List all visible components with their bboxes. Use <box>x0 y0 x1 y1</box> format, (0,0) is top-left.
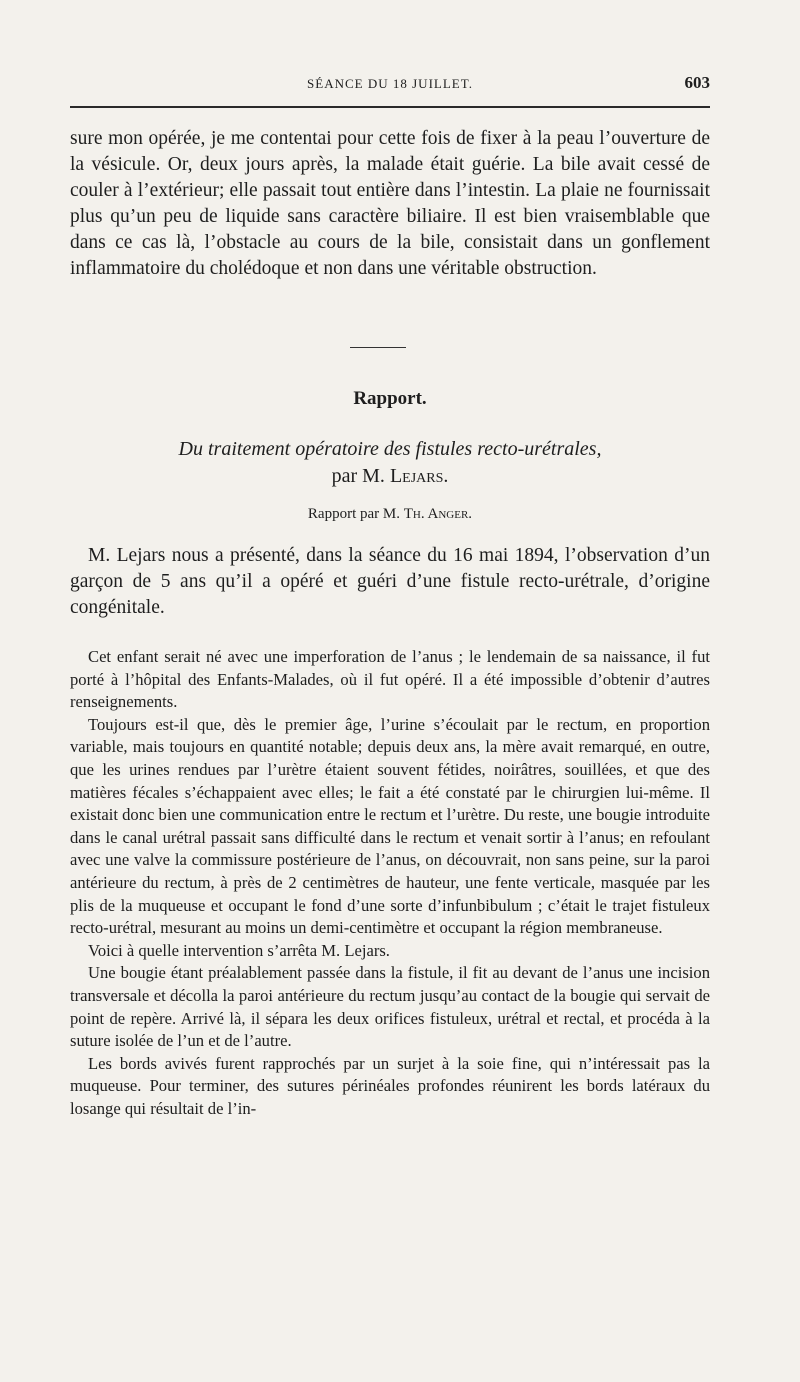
report-title-by: par M. <box>331 465 385 487</box>
paragraph-text: M. Lejars nous a présenté, dans la séance du 16 mai 1894, l’observation d’un garçon de 5 ans qu’il a opéré et guéri d’une fistule recto-urétrale, d’origine congénitale. <box>70 545 710 618</box>
report-byline <box>70 506 710 523</box>
observation-paragraph: Une bougie étant préalablement passée dans la fistule, il fit au devant de l’anus une incision transversale et décolla la paroi antérieure du rectum jusqu’au contact de la bougie qui servait de point de repère. Arrivé là, il sépara les deux orifices fistuleux, urétral et rectal, et procéda à la suture isolée de l’un et de l’autre. <box>70 963 710 1051</box>
page-number: 603 <box>684 73 710 92</box>
observation-paragraph: Les bords avivés furent rapprochés par un surjet à la soie fine, qui n’intéressait pas la muqueuse. Pour terminer, des sutures périnéales profondes réunirent les bords latéraux du losange qui résultait de l’in- <box>70 1053 710 1118</box>
report-by-author: Th. Anger. <box>403 506 473 522</box>
section-divider <box>350 347 406 348</box>
report-by-label: Rapport par M. <box>307 506 400 522</box>
observation-text <box>70 646 710 1120</box>
report-title-italic: Du traitement opératoire des fistules recto-urétrales, <box>178 438 602 460</box>
report-title <box>70 436 710 490</box>
report-title-author: Lejars. <box>389 465 449 487</box>
report-title-author-line <box>70 463 710 490</box>
observation-paragraph: Voici à quelle intervention s’arrêta M. Lejars. <box>88 940 390 960</box>
observation-paragraph: Toujours est-il que, dès le premier âge, l’urine s’écoulait par le rectum, en proportion variable, mais toujours en quantité notable; depuis deux ans, la mère avait remarqué, en outre, que les urines rendues par l’urètre étaient souvent fétides, noirâtres, souillées, et que des matières fécales s’échappaient avec elles; le fait a été constaté par le chirurgien lui-même. Il existait donc bien une communication entre le rectum et l’urètre. Du reste, une bougie introduite dans le canal urétral passait sans difficulté dans le rectum et venait sortir à l’anus; en refoulant avec une valve la commissure postérieure de l’anus, on découvrait, non sans peine, sur la paroi antérieure du rectum, à près de 2 centimètres de hauteur, une fente verticale, masquée par les plis de la muqueuse et occupant le fond d’une sorte d’infunbibulum ; c’était le trajet fistuleux recto-urétral, mesurant au moins un demi-centimètre et occupant la région membraneuse. <box>70 714 710 938</box>
section-heading: Rapport. <box>353 388 427 409</box>
running-title: SÉANCE DU 18 JUILLET. <box>307 76 473 91</box>
header-rule <box>70 106 710 108</box>
page-header <box>70 73 710 98</box>
paragraph-text: sure mon opérée, je me contentai pour cette fois de fixer à la peau l’ouverture de la vésicule. Or, deux jours après, la malade était guérie. La bile avait cessé de couler à l’extérieur; elle passait tout entière dans l’intestin. La plaie ne fournissait plus qu’un peu de liquide sans caractère biliaire. Il est bien vraisemblable que dans ce cas là, l’obstacle au cours de la bile, consistait dans un gonflement inflammatoire du cholédoque et non dans une véritable obstruction. <box>70 128 710 279</box>
observation-paragraph: Cet enfant serait né avec une imperforation de l’anus ; le lendemain de sa naissance, il fut porté à l’hôpital des Enfants-Malades, où il fut opéré. Il a été impossible d’obtenir d’autres renseignements. <box>70 647 710 712</box>
continued-paragraph <box>70 126 710 282</box>
intro-paragraph <box>70 543 710 621</box>
